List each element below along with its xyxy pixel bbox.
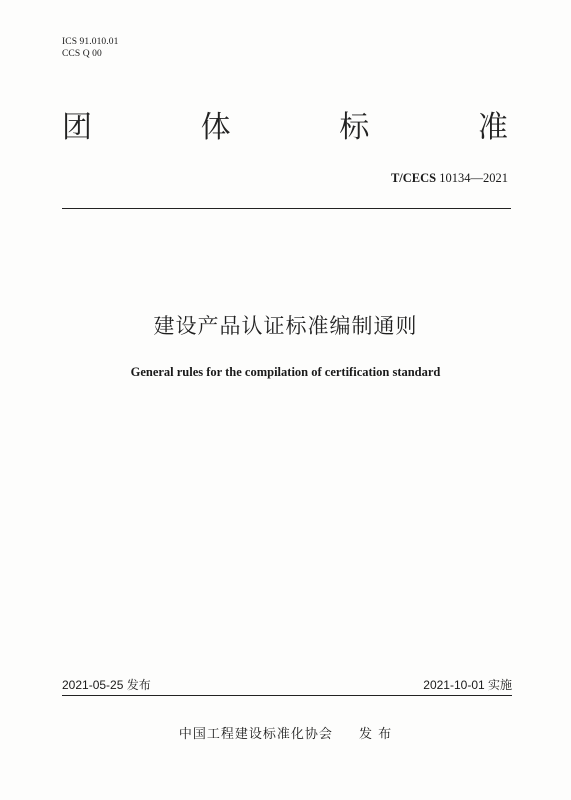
document-type-char: 准 — [477, 110, 508, 145]
ics-code: ICS 91.010.01 — [62, 37, 119, 47]
publisher-name: 中国工程建设标准化协会 — [178, 727, 333, 742]
document-type-char: 标 — [339, 110, 370, 145]
implementation-date: 2021-10-01 实施 — [423, 678, 512, 692]
standard-number-value: 10134—2021 — [439, 171, 508, 185]
classification-codes — [62, 36, 118, 60]
standard-number-prefix: T/CECS — [390, 171, 437, 185]
ccs-code: CCS Q 00 — [62, 49, 102, 59]
publisher-action: 发 布 — [358, 727, 393, 742]
title-english: General rules for the compilation of certification standard — [130, 365, 441, 379]
issue-date: 2021-05-25 发布 — [62, 678, 151, 692]
document-type-char: 团 — [62, 110, 92, 145]
document-type-heading — [62, 108, 508, 148]
standard-number — [391, 171, 508, 186]
title-chinese: 建设产品认证标准编制通则 — [153, 314, 418, 338]
top-divider — [62, 208, 511, 209]
publisher-line — [0, 723, 571, 742]
bottom-divider — [62, 695, 512, 696]
date-row — [62, 676, 512, 693]
document-type-char: 体 — [200, 110, 231, 145]
